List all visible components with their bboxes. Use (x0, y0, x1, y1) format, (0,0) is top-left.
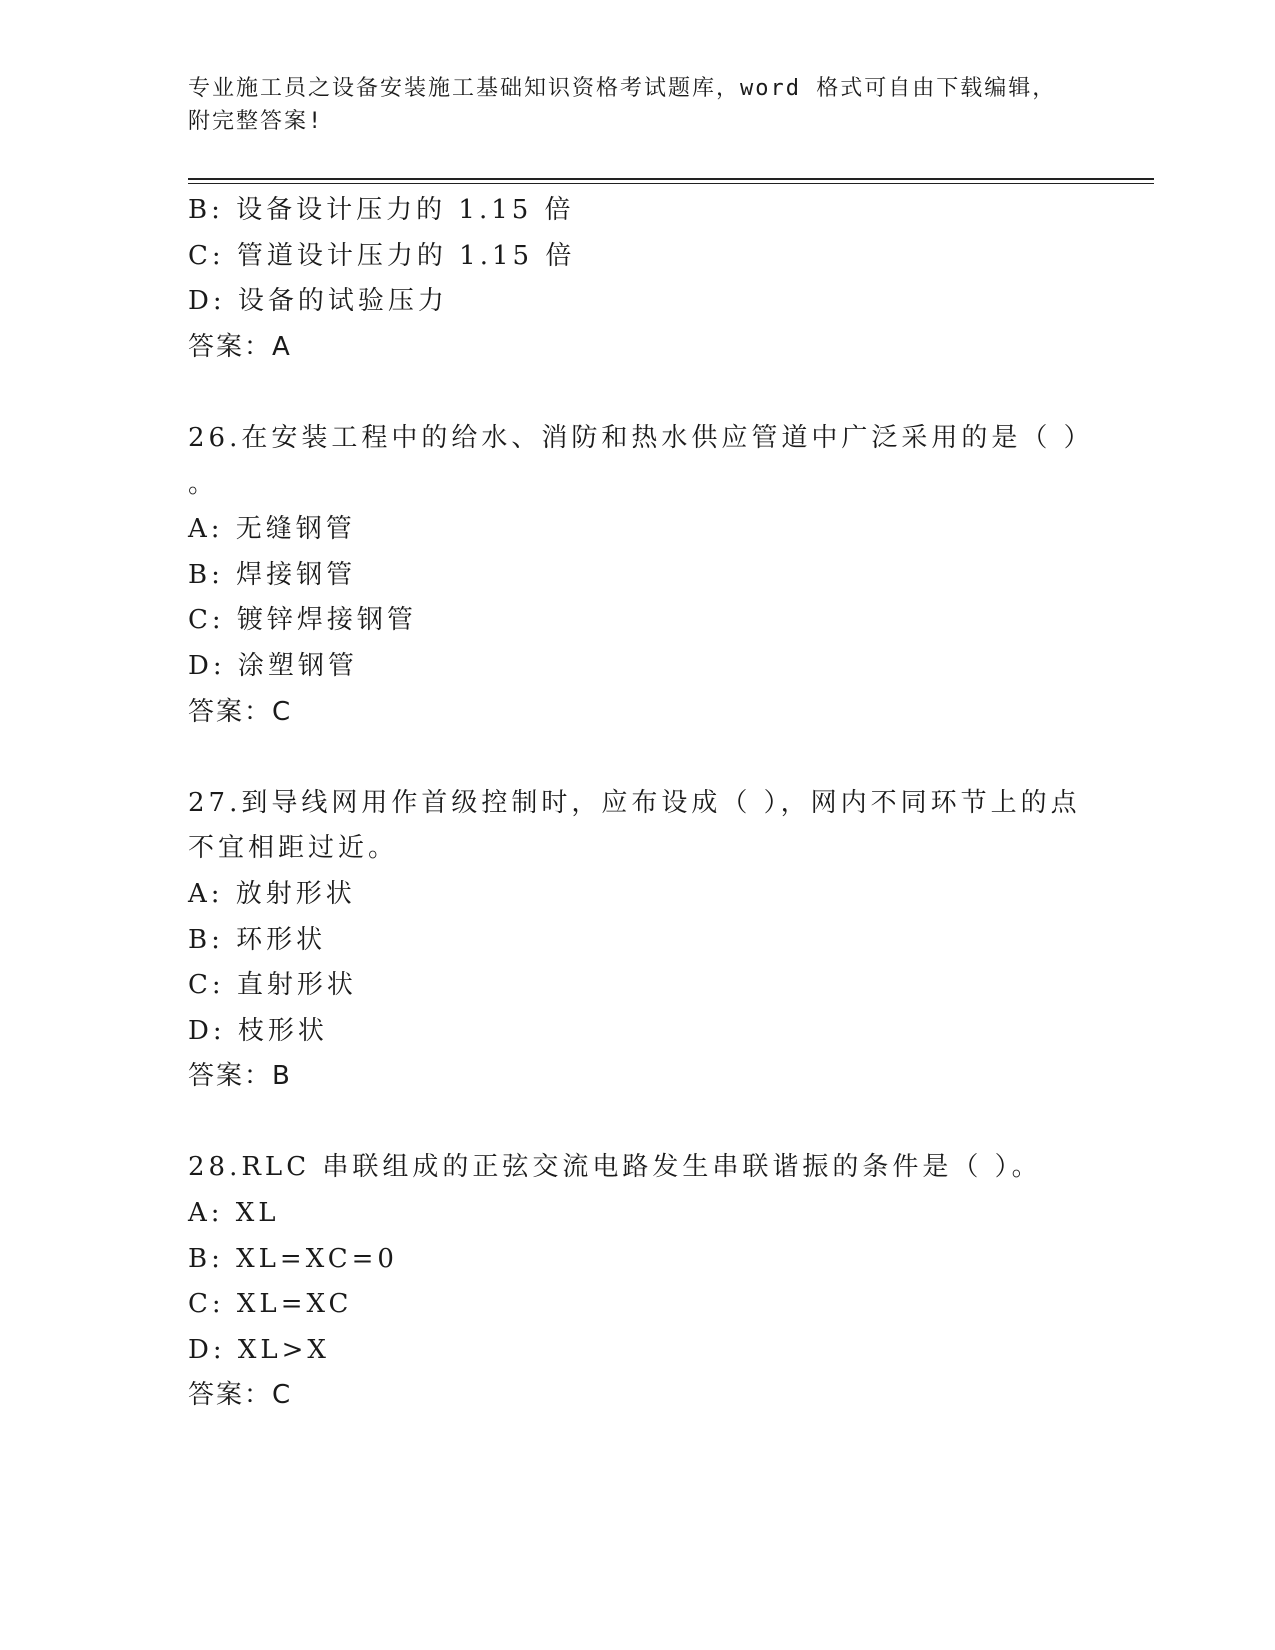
answer-line: 答案：A (188, 331, 292, 362)
question-content (188, 188, 1094, 1419)
answer-line: 答案：C (188, 1380, 293, 1411)
header-line-1: 专业施工员之设备安装施工基础知识资格考试题库，word 格式可自由下载编辑， (188, 76, 1057, 101)
question-stem: 27.到导线网用作首级控制时，应布设成（ ），网内不同环节上的点 (188, 787, 1081, 818)
header-divider-thin (188, 183, 1154, 184)
document-header (188, 72, 1088, 138)
option-d: D: 涂塑钢管 (188, 650, 358, 681)
header-line-2: 附完整答案! (188, 109, 324, 134)
option-c: C: 直射形状 (188, 970, 357, 1001)
option-d: D: 设备的试验压力 (188, 286, 448, 317)
option-b: B: 焊接钢管 (188, 559, 357, 590)
question-28 (188, 1145, 1088, 1419)
question-stem-continued: 不宜相距过近。 (188, 833, 399, 864)
spacer (188, 370, 1088, 416)
option-c: C: 镀锌焊接钢管 (188, 605, 417, 636)
spacer (188, 735, 1088, 781)
option-c: C: XL=XC (188, 1289, 353, 1320)
question-stem: 26.在安装工程中的给水、消防和热水供应管道中广泛采用的是（ ） (188, 422, 1094, 453)
option-c: C: 管道设计压力的 1.15 倍 (188, 240, 576, 271)
option-b: B: 设备设计压力的 1.15 倍 (188, 195, 575, 225)
question-25-continuation (188, 188, 1088, 370)
question-26 (188, 416, 1094, 735)
option-a: A: XL (188, 1198, 280, 1229)
spacer (188, 1100, 1088, 1146)
option-d: D: 枝形状 (188, 1015, 328, 1046)
answer-line: 答案：B (188, 1061, 292, 1092)
option-d: D: XL>X (188, 1334, 330, 1365)
question-27 (188, 781, 1088, 1100)
option-a: A: 无缝钢管 (188, 514, 356, 545)
question-stem-continued: 。 (188, 468, 219, 499)
option-a: A: 放射形状 (188, 878, 356, 909)
option-b: B: XL=XC=0 (188, 1243, 398, 1274)
option-b: B: 环形状 (188, 924, 327, 955)
header-divider-thick (188, 178, 1154, 180)
question-stem: 28.RLC 串联组成的正弦交流电路发生串联谐振的条件是（ ）。 (188, 1152, 1042, 1183)
answer-line: 答案：C (188, 696, 293, 727)
